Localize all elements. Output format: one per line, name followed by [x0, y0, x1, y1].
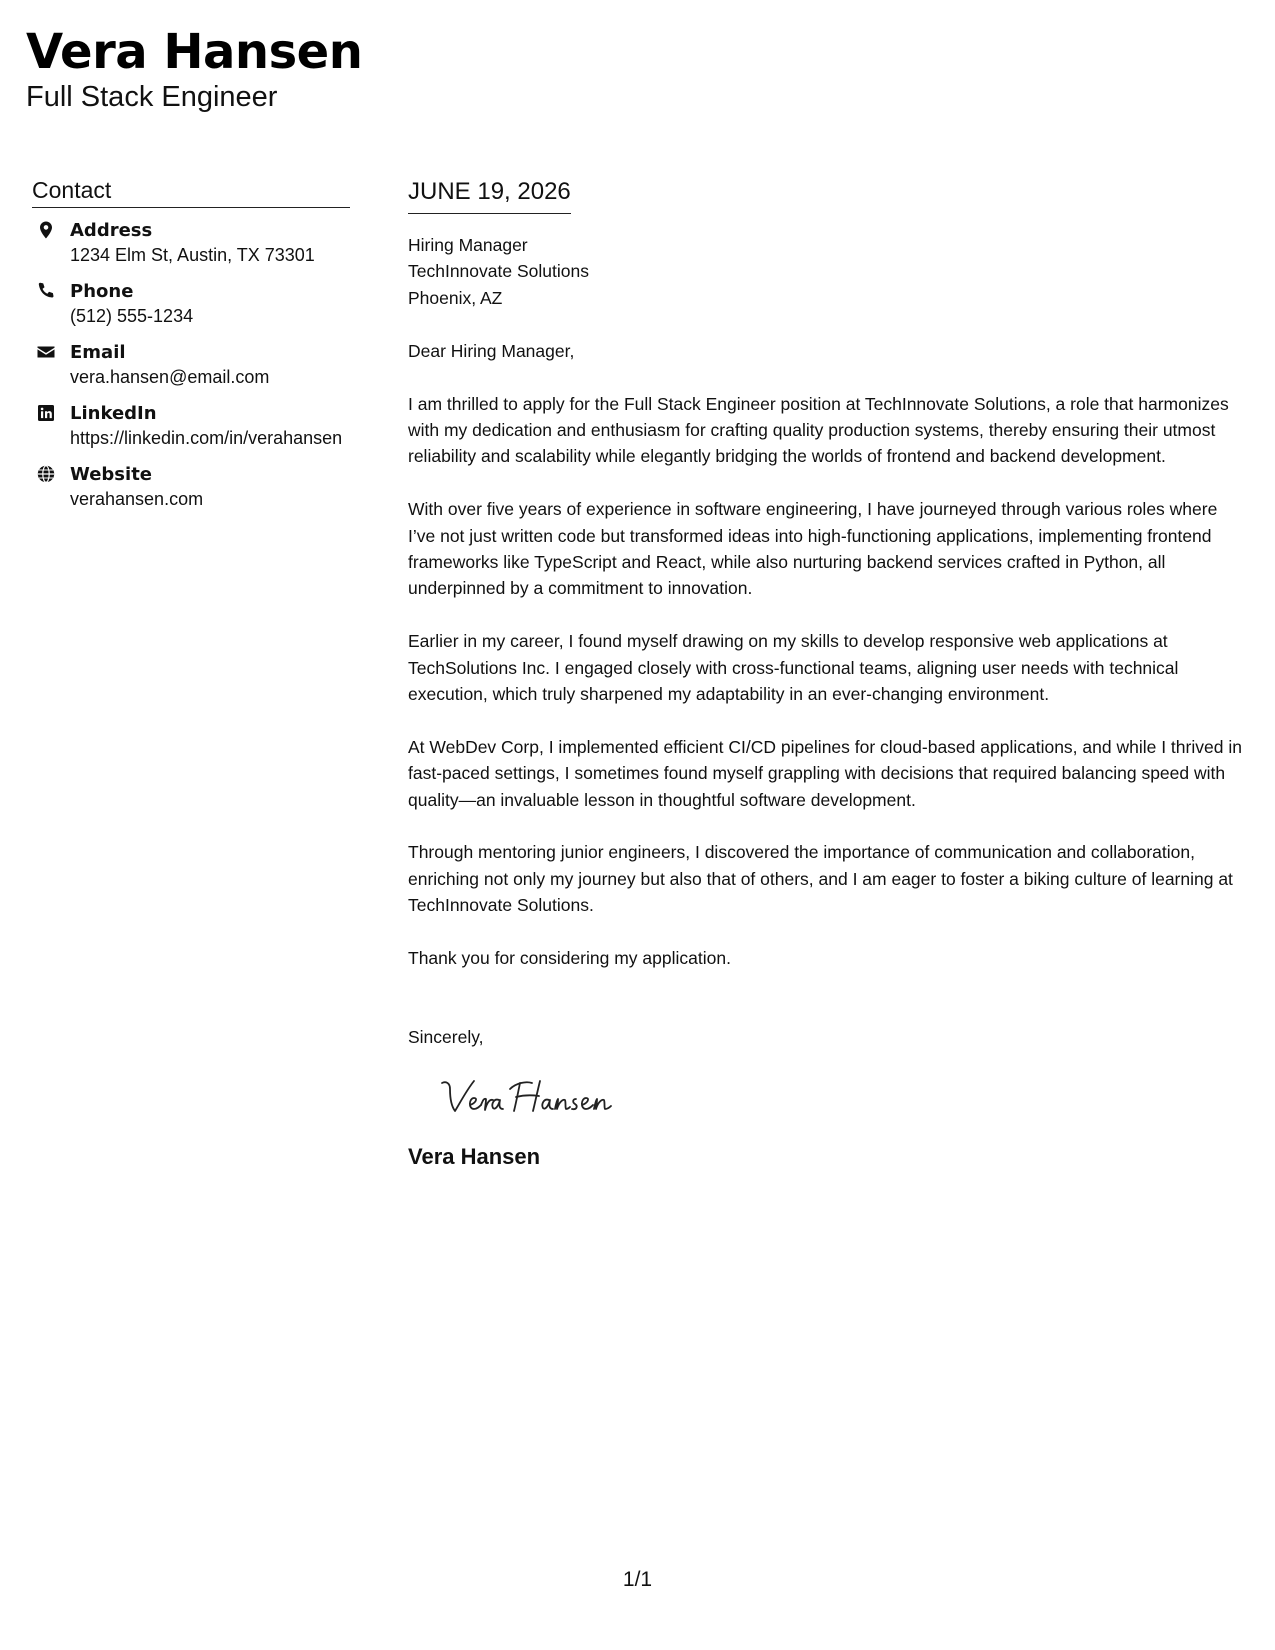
recipient-location: Phoenix, AZ [408, 287, 503, 308]
contact-value-linkedin[interactable]: https://linkedin.com/in/verahansen [70, 428, 343, 448]
signer-name: Vera Hansen [408, 1143, 541, 1169]
contact-value-website[interactable]: verahansen.com [70, 489, 204, 509]
contact-value-address: 1234 Elm St, Austin, TX 73301 [70, 245, 315, 265]
contact-item-website [32, 462, 350, 512]
letter-paragraph-5: Through mentoring junior engineers, I discovered the importance of communication and collaboration, enriching not only my journey but also that of others, and I am eager to foster a biking culture of learning at TechInnovate Solutions. [408, 842, 1233, 916]
linkedin-icon [35, 402, 57, 424]
letter-paragraph-4: At WebDev Corp, I implemented efficient CI/CD pipelines for cloud-based applications, and while I thrived in fast-paced settings, I sometimes found myself grappling with decisions that required balancing speed with quality—an invaluable lesson in thoughtful software development. [408, 736, 1242, 810]
recipient-name: Hiring Manager [408, 235, 528, 255]
recipient-company: TechInnovate Solutions [408, 261, 589, 282]
letter-paragraph-2: With over five years of experience in software engineering, I have journeyed through various roles where I’ve not just written code but transformed ideas into high-functioning applications, implementing frontend frameworks like TypeScript and React, while also nurturing backend services crafted in Python, all underpinned by a commitment to innovation. [408, 499, 1218, 599]
letter-paragraph-6: Thank you for considering my application. [408, 948, 731, 969]
contact-item-email [32, 340, 350, 390]
recipient-block [408, 232, 1248, 311]
cover-letter [408, 177, 1248, 1171]
globe-icon [35, 463, 57, 485]
contact-item-linkedin [32, 401, 350, 451]
contact-value-email: vera.hansen@email.com [70, 367, 270, 387]
applicant-role: Full Stack Engineer [26, 81, 278, 113]
page-number: 1/1 [622, 1568, 653, 1591]
contact-label-address: Address [70, 220, 153, 241]
contact-label-phone: Phone [70, 281, 134, 302]
contact-item-address [32, 218, 350, 268]
letter-paragraph-3: Earlier in my career, I found myself drawing on my skills to develop responsive web applications at TechSolutions Inc. I engaged closely with cross-functional teams, aligning user needs with technical execution, which truly sharpened my adaptability in an ever-changing environment. [408, 631, 1179, 705]
handwritten-signature [436, 1069, 656, 1125]
contact-heading: Contact [32, 175, 350, 208]
phone-icon [35, 280, 57, 302]
map-pin-icon [35, 219, 57, 241]
resume-header [26, 22, 362, 114]
envelope-icon [35, 341, 57, 363]
contact-item-phone [32, 279, 350, 329]
contact-label-linkedin: LinkedIn [70, 403, 157, 424]
letter-greeting: Dear Hiring Manager, [408, 341, 575, 362]
letter-date: JUNE 19, 2026 [408, 177, 571, 214]
contact-value-phone: (512) 555-1234 [70, 306, 194, 326]
applicant-name: Vera Hansen [26, 24, 363, 80]
contact-sidebar [32, 175, 350, 523]
letter-closing: Sincerely, [408, 1027, 484, 1048]
letter-paragraph-1: I am thrilled to apply for the Full Stack Engineer position at TechInnovate Solutions, a role that harmonizes with my dedication and enthusiasm for crafting quality production systems, thereby ensuring their utmost reliability and scalability while elegantly bridging the worlds of frontend and backend development. [408, 393, 1229, 467]
contact-label-website: Website [70, 464, 153, 485]
contact-label-email: Email [70, 342, 126, 363]
